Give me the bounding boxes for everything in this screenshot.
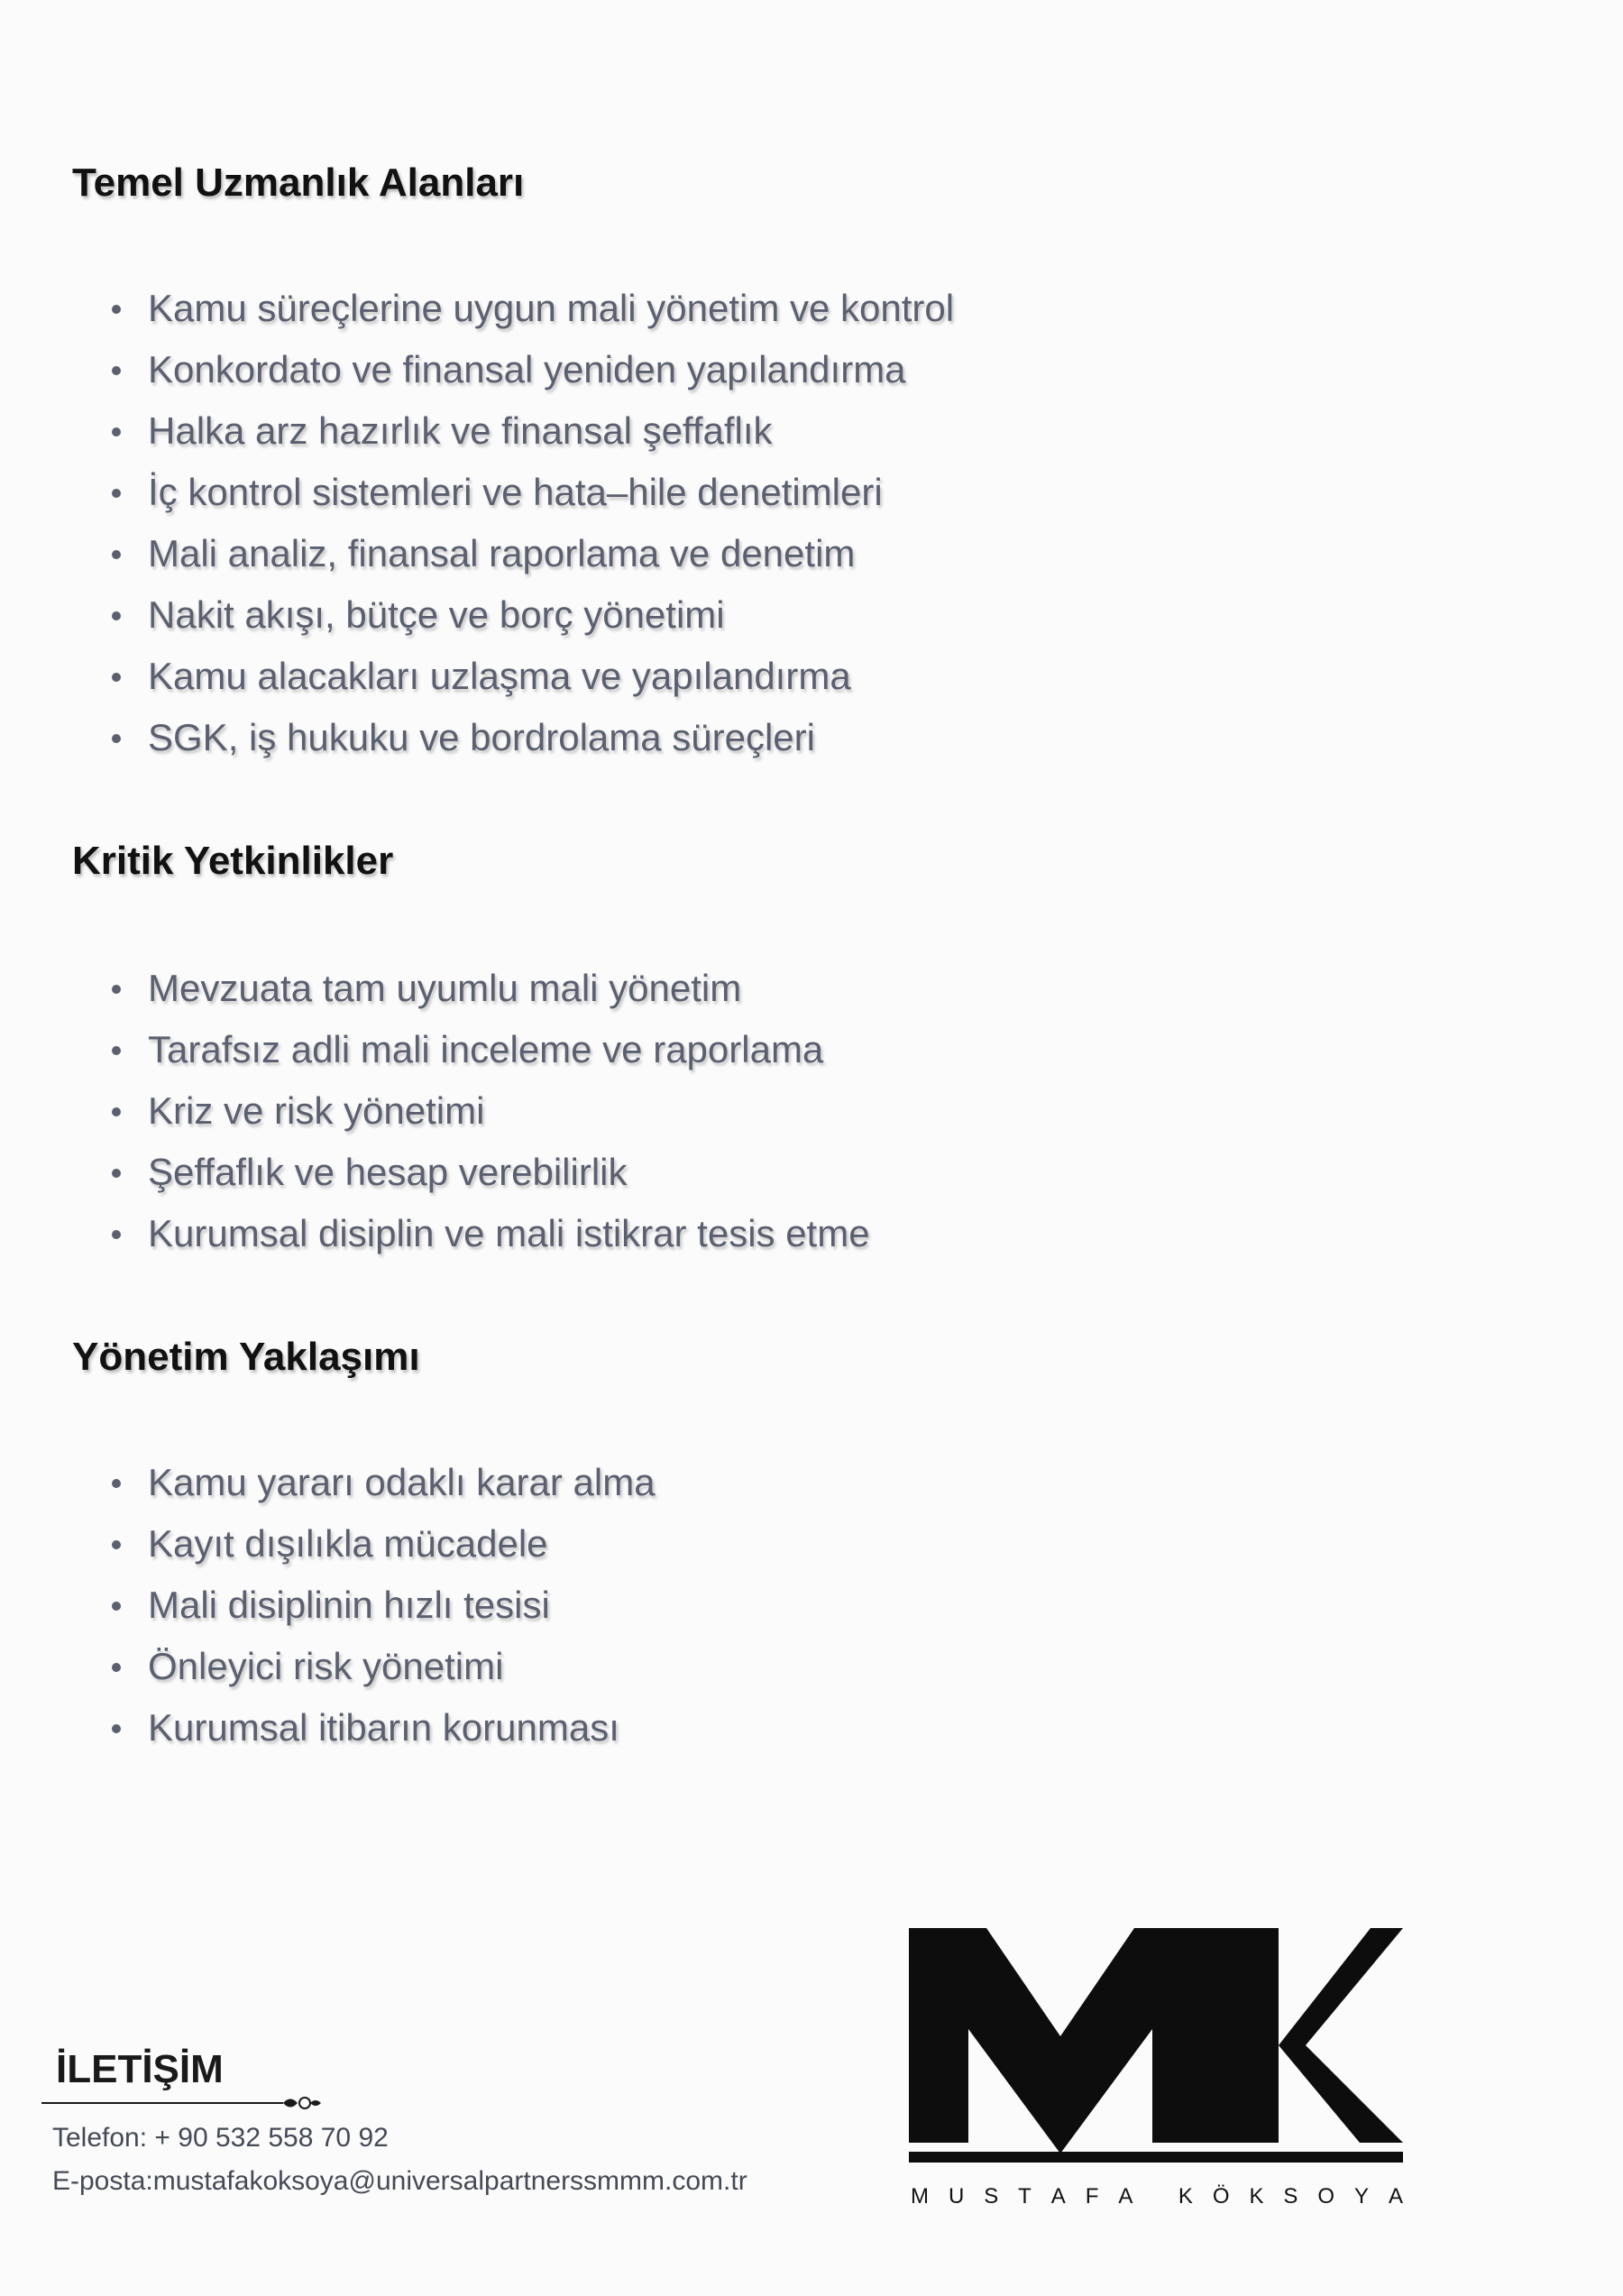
bullet-icon (112, 305, 121, 314)
bullet-icon (112, 734, 121, 743)
contact-email[interactable]: E-posta:mustafakoksoya@universalpartnerssmmm.com.tr (52, 2166, 747, 2196)
logo-letter-k-stem (1206, 1928, 1279, 2143)
list-item: Mevzuata tam uyumlu mali yönetim (108, 958, 870, 1019)
list-item: Kriz ve risk yönetimi (108, 1080, 870, 1142)
contact-phone: Telefon: + 90 532 558 70 92 (52, 2123, 389, 2153)
bullet-icon (112, 1107, 121, 1116)
section-title-management-approach: Yönetim Yaklaşımı (72, 1335, 420, 1379)
list-item: Kamu süreçlerine uygun mali yönetim ve kontrol (108, 278, 954, 339)
list-item: Nakit akışı, bütçe ve borç yönetimi (108, 584, 954, 646)
bullet-icon (112, 1230, 121, 1239)
bullet-icon (112, 985, 121, 994)
logo-underline (909, 2152, 1403, 2163)
bullet-icon (112, 550, 121, 559)
list-item: Şeffaflık ve hesap verebilirlik (108, 1142, 870, 1203)
list-item: SGK, iş hukuku ve bordrolama süreçleri (108, 707, 954, 768)
section-title-expertise: Temel Uzmanlık Alanları (72, 161, 525, 205)
bullet-icon (112, 673, 121, 682)
list-item: Konkordato ve finansal yeniden yapılandırma (108, 339, 954, 400)
ornament-divider-icon (41, 2090, 326, 2117)
section-title-competencies: Kritik Yetkinlikler (72, 839, 394, 883)
list-item: Kurumsal itibarın korunması (108, 1697, 656, 1759)
list-item: İç kontrol sistemleri ve hata–hile denetimleri (108, 462, 954, 523)
list-item: Tarafsız adli mali inceleme ve raporlama (108, 1019, 870, 1080)
list-item: Mali analiz, finansal raporlama ve denetim (108, 523, 954, 584)
management-approach-list (108, 1452, 656, 1759)
logo-letter-k-arm (1279, 1928, 1403, 2143)
logo-name: M U S T A F A K Ö K S O Y A (911, 2184, 1403, 2209)
bullet-icon (112, 1046, 121, 1055)
list-item: Kurumsal disiplin ve mali istikrar tesis etme (108, 1203, 870, 1264)
contact-title: İLETİŞİM (56, 2047, 224, 2091)
bullet-icon (112, 611, 121, 620)
bullet-icon (112, 489, 121, 498)
list-item: Kayıt dışılıkla mücadele (108, 1513, 656, 1575)
bullet-icon (112, 1540, 121, 1549)
bullet-icon (112, 366, 121, 375)
mk-logo (909, 1928, 1403, 2163)
bullet-icon (112, 1479, 121, 1488)
list-item: Kamu alacakları uzlaşma ve yapılandırma (108, 646, 954, 707)
list-item: Önleyici risk yönetimi (108, 1636, 656, 1697)
list-item: Halka arz hazırlık ve finansal şeffaflık (108, 400, 954, 462)
bullet-icon (112, 1602, 121, 1611)
list-item: Mali disiplinin hızlı tesisi (108, 1575, 656, 1636)
bullet-icon (112, 1169, 121, 1178)
competencies-list (108, 958, 870, 1264)
bullet-icon (112, 1724, 121, 1733)
list-item: Kamu yararı odaklı karar alma (108, 1452, 656, 1513)
bullet-icon (112, 1663, 121, 1672)
expertise-list (108, 278, 954, 768)
bullet-icon (112, 427, 121, 436)
logo-letter-m (909, 1928, 1212, 2154)
